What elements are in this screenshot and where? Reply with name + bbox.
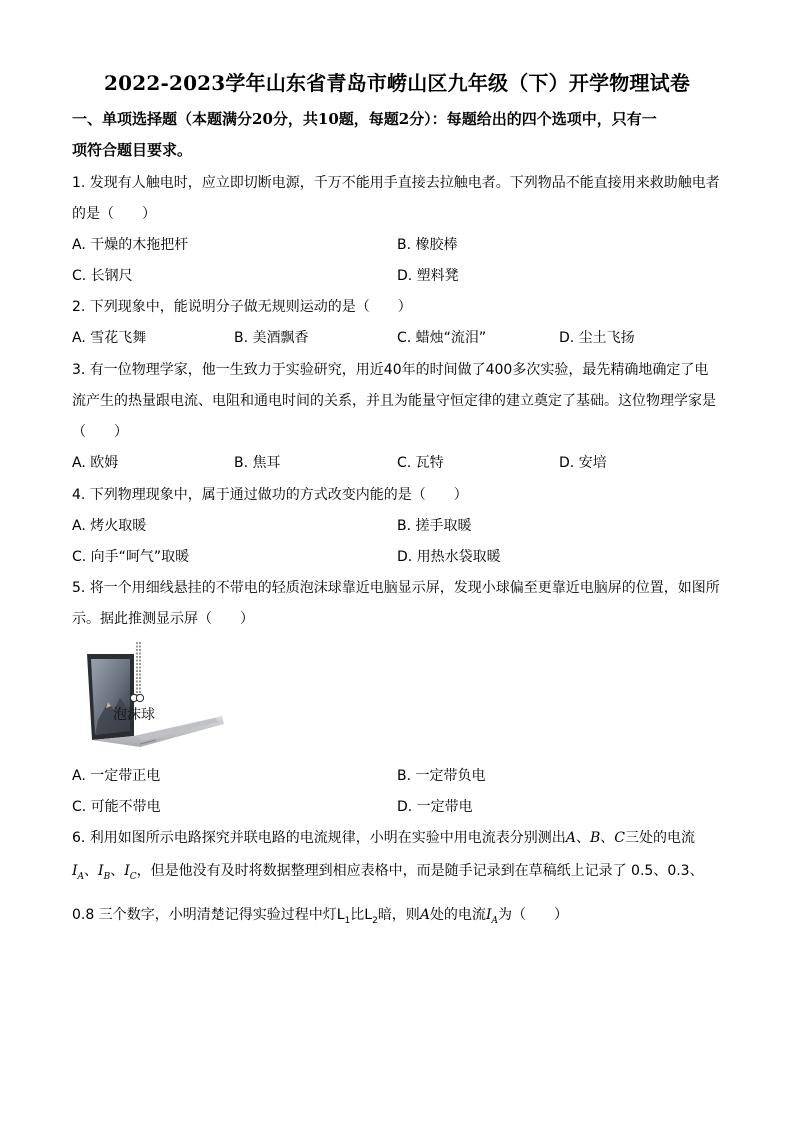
q6-stem-line1 (72, 827, 695, 847)
section-heading-line2: 项符合题目要求。 (72, 141, 193, 159)
q5-stem-line2: 示。据此推测显示屏（ ） (72, 611, 254, 627)
q6-line3-start: 0.8 三个数字，小明清楚记得实验过程中灯 (72, 907, 337, 923)
q4-option-c: C. 向手“呵气”取暖 (72, 549, 190, 565)
q6-line1-text: 6. 利用如图所示电路探究并联电路的电流规律，小明在实验中用电流表分别测出 (72, 830, 566, 846)
q6-lamp-l1: $L_1$ (336, 907, 351, 926)
q6-separator: 、 (84, 863, 99, 879)
q6-point-c: C (614, 830, 625, 846)
q5-option-a: A. 一定带正电 (72, 768, 161, 784)
q6-line1-end: 三处的电流 (624, 830, 695, 846)
laptop-foam-ball-figure (84, 640, 226, 748)
q6-separator: 、 (575, 830, 590, 846)
q4-option-b: B. 搓手取暖 (397, 518, 472, 534)
q1-stem-line2: 的是（ ） (72, 206, 156, 222)
q3-option-a: A. 欧姆 (72, 455, 119, 471)
q2-option-b: B. 美酒飘香 (234, 330, 309, 346)
q3-option-b: B. 焦耳 (234, 455, 281, 471)
q6-current-ib: $I_B$ (98, 863, 111, 882)
q2-option-c: C. 蜡烛“流泪” (397, 330, 487, 346)
q5-stem-line1: 5. 将一个用细线悬挂的不带电的轻质泡沫球靠近电脑显示屏，发现小球偏至更靠近电脑屏的位置，如图所 (72, 580, 720, 596)
q6-stem-line3 (72, 904, 568, 926)
q6-point-b: B (589, 830, 601, 846)
q5-option-c: C. 可能不带电 (72, 799, 161, 815)
q1-option-d: D. 塑料凳 (397, 268, 459, 284)
q6-current-ic: $I_C$ (124, 863, 137, 882)
q6-line3-end: 为（ ） (497, 907, 568, 923)
exam-title: 2022-2023学年山东省青岛市崂山区九年级（下）开学物理试卷 (103, 71, 691, 95)
q6-separator: 、 (110, 863, 125, 879)
q4-option-d: D. 用热水袋取暖 (397, 549, 501, 565)
q1-option-a: A. 干燥的木拖把杆 (72, 237, 189, 253)
q6-current-ia-ref: $I_A$ (485, 907, 498, 926)
q6-separator: 、 (600, 830, 615, 846)
q5-option-d: D. 一定带电 (397, 799, 473, 815)
q1-stem-line1: 1. 发现有人触电时，应立即切断电源，千万不能用手直接去拉触电者。下列物品不能直接用来救助触电者 (72, 175, 720, 191)
q2-option-a: A. 雪花飞舞 (72, 330, 147, 346)
q6-line3-mid2: 处的电流 (429, 907, 486, 923)
q6-point-a: A (565, 830, 576, 846)
q1-option-c: C. 长钢尺 (72, 268, 133, 284)
q3-option-d: D. 安培 (559, 455, 607, 471)
q6-lamp-l2: $L_2$ (364, 907, 378, 926)
foam-ball-label: 泡沫球 (113, 707, 155, 723)
q6-point-a-ref: A (419, 907, 430, 923)
section-heading-line1: 一、单项选择题（本题满分20分，共10题，每题2分）：每题给出的四个选项中，只有一 (72, 110, 657, 128)
q4-stem: 4. 下列物理现象中，属于通过做功的方式改变内能的是（ ） (72, 487, 468, 503)
q2-option-d: D. 尘土飞扬 (559, 330, 635, 346)
q5-option-b: B. 一定带负电 (397, 768, 486, 784)
q6-current-ia: $I_A$ (72, 863, 85, 882)
q4-option-a: A. 烤火取暖 (72, 518, 147, 534)
q3-stem-line3: （ ） (72, 424, 128, 440)
q1-option-b: B. 橡胶棒 (397, 237, 458, 253)
laptop-illustration (84, 640, 226, 748)
q3-option-c: C. 瓦特 (397, 455, 444, 471)
q3-stem-line2: 流产生的热量跟电流、电阻和通电时间的关系，并且为能量守恒定律的建立奠定了基础。这位物理学家是 (72, 393, 716, 409)
q3-stem-line1: 3. 有一位物理学家，他一生致力于实验研究，用近40年的时间做了400多次实验，最先精确地确定了电 (72, 362, 709, 378)
q6-line3-mid: 暗，则 (377, 907, 420, 923)
q6-compare-word: 比 (350, 907, 365, 923)
q2-stem: 2. 下列现象中，能说明分子做无规则运动的是（ ） (72, 299, 412, 315)
q6-line2-text: ，但是他没有及时将数据整理到相应表格中，而是随手记录到在草稿纸上记录了 0.5、0.3、 (136, 863, 704, 879)
q6-stem-line2 (72, 860, 704, 882)
